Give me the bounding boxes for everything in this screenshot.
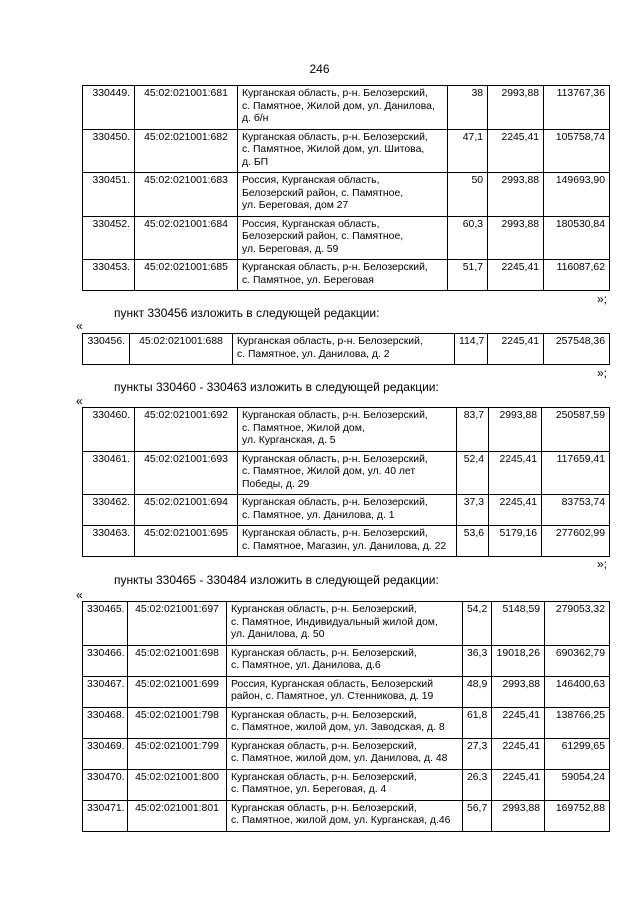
unit-value-cell: 5179,16 xyxy=(489,526,542,557)
cadastral-number-cell: 45:02:021001:685 xyxy=(135,260,238,291)
cadastral-number-cell: 45:02:021001:683 xyxy=(135,173,238,217)
address-cell: Курганская область, р-н. Белозерский, с. Памятное, жилой дом, ул. Данилова, д. 48 xyxy=(227,738,463,769)
unit-value-cell: 19018,26 xyxy=(492,645,545,676)
table-row xyxy=(83,769,610,800)
address-cell: Курганская область, р-н. Белозерский, с. Памятное, ул. Береговая xyxy=(238,260,448,291)
cadastral-number-cell: 45:02:021001:681 xyxy=(135,86,238,130)
cadastral-number-cell: 45:02:021001:688 xyxy=(130,334,233,365)
address-cell: Курганская область, р-н. Белозерский, с. Памятное, ул. Береговая, д. 4 xyxy=(227,769,463,800)
row-number-cell: 330460. xyxy=(83,408,135,452)
register-table-1 xyxy=(82,85,610,291)
row-number-cell: 330449. xyxy=(83,86,135,130)
cadastral-value-cell: 279053,32 xyxy=(545,602,610,646)
cadastral-value-cell: 149693,90 xyxy=(544,173,610,217)
row-number-cell: 330453. xyxy=(83,260,135,291)
area-cell: 36,3 xyxy=(463,645,492,676)
area-cell: 54,2 xyxy=(463,602,492,646)
cadastral-number-cell: 45:02:021001:798 xyxy=(128,707,227,738)
area-cell: 50 xyxy=(448,173,488,217)
cadastral-number-cell: 45:02:021001:800 xyxy=(128,769,227,800)
unit-value-cell: 2245,41 xyxy=(489,495,542,526)
cadastral-value-cell: 105758,74 xyxy=(544,129,610,173)
cadastral-number-cell: 45:02:021001:799 xyxy=(128,738,227,769)
address-cell: Курганская область, р-н. Белозерский, с. Памятное, ул. Данилова, д. 2 xyxy=(233,334,455,365)
area-cell: 83,7 xyxy=(457,408,489,452)
address-cell: Россия, Курганская область, Белозерский район, с. Памятное, ул. Береговая, дом 27 xyxy=(238,173,448,217)
cadastral-value-cell: 61299,65 xyxy=(545,738,610,769)
unit-value-cell: 2245,41 xyxy=(488,260,544,291)
area-cell: 51,7 xyxy=(448,260,488,291)
table-row xyxy=(83,86,610,130)
unit-value-cell: 2993,88 xyxy=(492,676,545,707)
address-cell: Курганская область, р-н. Белозерский, с. Памятное, Индивидуальный жилой дом, ул. Данилова, д. 50 xyxy=(227,602,463,646)
cadastral-value-cell: 250587,59 xyxy=(542,408,610,452)
unit-value-cell: 5148,59 xyxy=(492,602,545,646)
table-row xyxy=(83,334,610,365)
cadastral-value-cell: 59054,24 xyxy=(545,769,610,800)
cadastral-value-cell: 138766,25 xyxy=(545,707,610,738)
row-number-cell: 330450. xyxy=(83,129,135,173)
row-number-cell: 330470. xyxy=(83,769,128,800)
unit-value-cell: 2993,88 xyxy=(488,173,544,217)
cadastral-number-cell: 45:02:021001:698 xyxy=(128,645,227,676)
table-row xyxy=(83,216,610,260)
cadastral-value-cell: 113767,36 xyxy=(544,86,610,130)
unit-value-cell: 2245,41 xyxy=(492,707,545,738)
amendment-instruction: пункты 330465 - 330484 изложить в следующей редакции: xyxy=(114,573,439,587)
address-cell: Курганская область, р-н. Белозерский, с. Памятное, жилой дом, ул. Курганская, д.46 xyxy=(227,800,463,831)
area-cell: 37,3 xyxy=(457,495,489,526)
table-row xyxy=(83,260,610,291)
table-row xyxy=(83,451,610,495)
row-number-cell: 330452. xyxy=(83,216,135,260)
address-cell: Курганская область, р-н. Белозерский, с. Памятное, Жилой дом, ул. Данилова, д. б/н xyxy=(238,86,448,130)
unit-value-cell: 2245,41 xyxy=(488,334,544,365)
cadastral-value-cell: 116087,62 xyxy=(544,260,610,291)
address-cell: Курганская область, р-н. Белозерский, с. Памятное, жилой дом, ул. Заводская, д. 8 xyxy=(227,707,463,738)
page-number: 246 xyxy=(309,62,330,76)
cadastral-number-cell: 45:02:021001:692 xyxy=(135,408,238,452)
address-cell: Курганская область, р-н. Белозерский, с. Памятное, Жилой дом, ул. Шитова, д. БП xyxy=(238,129,448,173)
unit-value-cell: 2245,41 xyxy=(492,738,545,769)
unit-value-cell: 2993,88 xyxy=(488,216,544,260)
row-number-cell: 330461. xyxy=(83,451,135,495)
cadastral-value-cell: 169752,88 xyxy=(545,800,610,831)
amendment-instruction: пункты 330460 - 330463 изложить в следующей редакции: xyxy=(114,380,439,394)
unit-value-cell: 2993,88 xyxy=(492,800,545,831)
row-number-cell: 330465. xyxy=(83,602,128,646)
unit-value-cell: 2245,41 xyxy=(489,451,542,495)
closing-quote: »; xyxy=(596,557,607,571)
closing-quote: »; xyxy=(596,366,607,380)
table-row xyxy=(83,408,610,452)
row-number-cell: 330462. xyxy=(83,495,135,526)
cadastral-number-cell: 45:02:021001:801 xyxy=(128,800,227,831)
table-row xyxy=(83,800,610,831)
cadastral-value-cell: 83753,74 xyxy=(542,495,610,526)
address-cell: Курганская область, р-н. Белозерский, с. Памятное, Жилой дом, ул. 40 лет Победы, д. 29 xyxy=(238,451,457,495)
table-row xyxy=(83,738,610,769)
unit-value-cell: 2245,41 xyxy=(492,769,545,800)
table-row xyxy=(83,676,610,707)
register-table-4 xyxy=(82,601,610,832)
address-cell: Курганская область, р-н. Белозерский, с. Памятное, ул. Данилова, д. 1 xyxy=(238,495,457,526)
unit-value-cell: 2993,88 xyxy=(488,86,544,130)
register-table-2 xyxy=(82,333,610,365)
area-cell: 26,3 xyxy=(463,769,492,800)
table-row xyxy=(83,645,610,676)
area-cell: 47,1 xyxy=(448,129,488,173)
cadastral-value-cell: 277602,99 xyxy=(542,526,610,557)
row-number-cell: 330467. xyxy=(83,676,128,707)
table-row xyxy=(83,602,610,646)
cadastral-value-cell: 690362,79 xyxy=(545,645,610,676)
address-cell: Россия, Курганская область, Белозерский район, с. Памятное, ул. Береговая, д. 59 xyxy=(238,216,448,260)
cadastral-number-cell: 45:02:021001:693 xyxy=(135,451,238,495)
row-number-cell: 330456. xyxy=(83,334,130,365)
unit-value-cell: 2993,88 xyxy=(489,408,542,452)
row-number-cell: 330468. xyxy=(83,707,128,738)
row-number-cell: 330469. xyxy=(83,738,128,769)
table-row xyxy=(83,129,610,173)
cadastral-value-cell: 117659,41 xyxy=(542,451,610,495)
opening-quote: « xyxy=(76,588,83,602)
area-cell: 38 xyxy=(448,86,488,130)
cadastral-number-cell: 45:02:021001:699 xyxy=(128,676,227,707)
area-cell: 60,3 xyxy=(448,216,488,260)
row-number-cell: 330451. xyxy=(83,173,135,217)
row-number-cell: 330471. xyxy=(83,800,128,831)
address-cell: Курганская область, р-н. Белозерский, с. Памятное, Магазин, ул. Данилова, д. 22 xyxy=(238,526,457,557)
amendment-instruction: пункт 330456 изложить в следующей редакции: xyxy=(114,306,380,320)
row-number-cell: 330463. xyxy=(83,526,135,557)
row-number-cell: 330466. xyxy=(83,645,128,676)
closing-quote: »; xyxy=(596,292,607,306)
unit-value-cell: 2245,41 xyxy=(488,129,544,173)
cadastral-number-cell: 45:02:021001:694 xyxy=(135,495,238,526)
area-cell: 53,6 xyxy=(457,526,489,557)
address-cell: Курганская область, р-н. Белозерский, с. Памятное, ул. Данилова, д.6 xyxy=(227,645,463,676)
area-cell: 48,9 xyxy=(463,676,492,707)
opening-quote: « xyxy=(76,319,83,333)
area-cell: 61,8 xyxy=(463,707,492,738)
cadastral-number-cell: 45:02:021001:682 xyxy=(135,129,238,173)
cadastral-number-cell: 45:02:021001:684 xyxy=(135,216,238,260)
opening-quote: « xyxy=(76,394,83,408)
area-cell: 56,7 xyxy=(463,800,492,831)
table-row xyxy=(83,526,610,557)
cadastral-value-cell: 146400,63 xyxy=(545,676,610,707)
address-cell: Курганская область, р-н. Белозерский, с. Памятное, Жилой дом, ул. Курганская, д. 5 xyxy=(238,408,457,452)
cadastral-number-cell: 45:02:021001:695 xyxy=(135,526,238,557)
address-cell: Россия, Курганская область, Белозерский район, с. Памятное, ул. Стенникова, д. 19 xyxy=(227,676,463,707)
cadastral-value-cell: 180530,84 xyxy=(544,216,610,260)
cadastral-value-cell: 257548,36 xyxy=(544,334,610,365)
register-table-3 xyxy=(82,407,610,557)
table-row xyxy=(83,707,610,738)
table-row xyxy=(83,495,610,526)
area-cell: 27,3 xyxy=(463,738,492,769)
area-cell: 52,4 xyxy=(457,451,489,495)
area-cell: 114,7 xyxy=(455,334,488,365)
cadastral-number-cell: 45:02:021001:697 xyxy=(128,602,227,646)
table-row xyxy=(83,173,610,217)
